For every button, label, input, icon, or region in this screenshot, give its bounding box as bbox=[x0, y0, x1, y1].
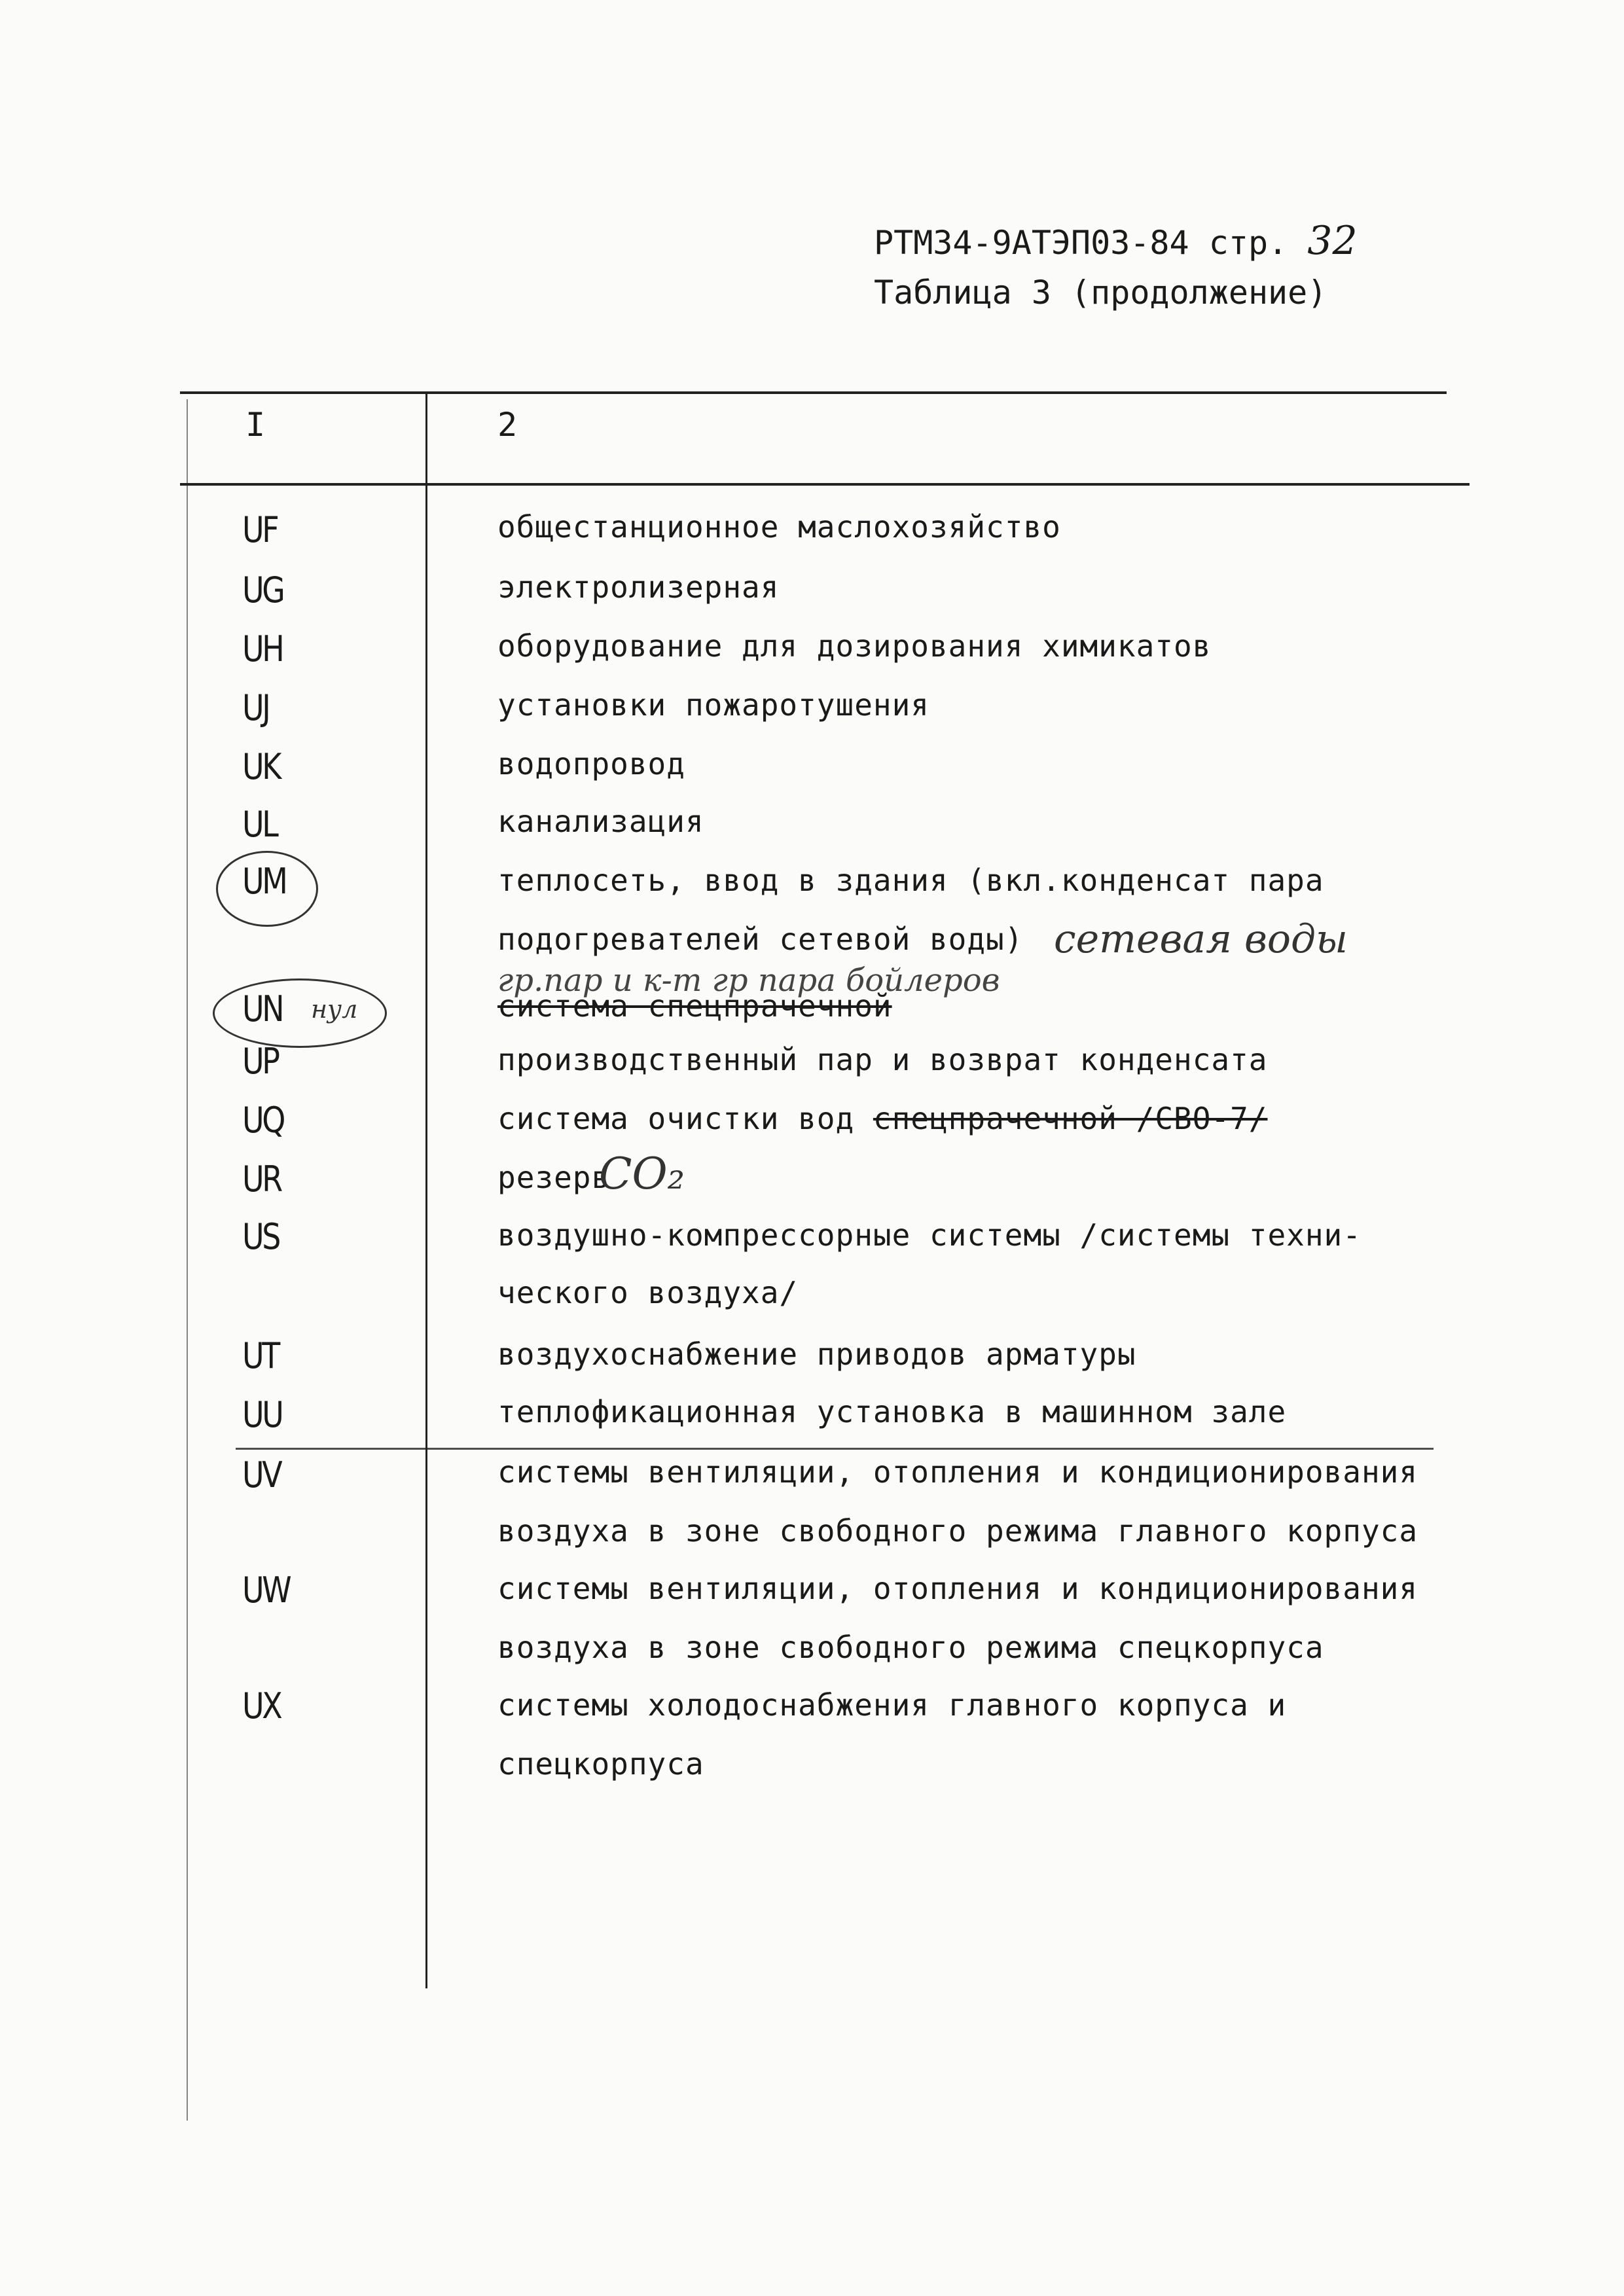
row-description: воздухоснабжение приводов арматуры bbox=[497, 1336, 1136, 1372]
row-description: системы холодоснабжения главного корпуса и bbox=[497, 1687, 1287, 1723]
row-code: UJ bbox=[242, 687, 269, 728]
row-description-continued: спецкорпуса bbox=[497, 1746, 704, 1782]
row-code: UQ bbox=[242, 1100, 283, 1141]
row-description: системы вентиляции, отопления и кондиционирования bbox=[497, 1454, 1418, 1490]
row-code: UT bbox=[242, 1335, 278, 1376]
row-code: US bbox=[242, 1216, 279, 1257]
handwritten-un-margin: нул bbox=[311, 995, 358, 1024]
row-description: установки пожаротушения bbox=[497, 687, 929, 723]
row-code: UG bbox=[242, 569, 283, 611]
row-code: UF bbox=[242, 509, 278, 550]
row-code: UP bbox=[242, 1041, 278, 1082]
row-code: UW bbox=[242, 1570, 290, 1611]
row-description: канализация bbox=[497, 804, 704, 839]
table-caption: Таблица 3 (продолжение) bbox=[874, 274, 1327, 312]
row-code: UH bbox=[242, 628, 283, 670]
row-description-continued: подогревателей сетевой воды) bbox=[497, 922, 1024, 957]
document-code: РТМ34-9АТЭП03-84 bbox=[874, 224, 1189, 262]
row-description-continued: воздуха в зоне свободного режима главного корпуса bbox=[497, 1513, 1418, 1549]
uu-rule bbox=[236, 1448, 1434, 1450]
page-number: 32 bbox=[1307, 218, 1358, 264]
row-code: UN bbox=[242, 988, 283, 1030]
row-description: системы вентиляции, отопления и кондиционирования bbox=[497, 1571, 1418, 1606]
row-description: теплосеть, ввод в здания (вкл.конденсат пара bbox=[497, 863, 1324, 898]
page-header bbox=[874, 216, 1358, 317]
row-code: UR bbox=[242, 1158, 281, 1200]
row-description-continued: воздуха в зоне свободного режима спецкорпуса bbox=[497, 1630, 1324, 1665]
struck-text: спецпрачечной /СВО-7/ bbox=[873, 1101, 1268, 1136]
row-description: водопровод bbox=[497, 746, 685, 781]
row-description: электролизерная bbox=[497, 569, 780, 605]
row-description-continued: ческого воздуха/ bbox=[497, 1275, 799, 1310]
row-code: UX bbox=[242, 1685, 281, 1727]
table-header-rule bbox=[180, 483, 1470, 486]
row-description: резерв bbox=[497, 1160, 611, 1195]
page-label: стр. bbox=[1208, 224, 1288, 262]
table-top-rule bbox=[180, 391, 1447, 394]
left-border bbox=[187, 399, 188, 2121]
column-1-header: I bbox=[245, 406, 266, 444]
row-code: UL bbox=[242, 804, 277, 845]
row-description-text: система очистки вод bbox=[497, 1101, 855, 1136]
row-description: оборудование для дозирования химикатов bbox=[497, 628, 1212, 664]
row-description: воздушно-компрессорные системы /системы техни- bbox=[497, 1217, 1362, 1253]
row-description: теплофикационная установка в машинном зале bbox=[497, 1394, 1287, 1429]
row-code: UV bbox=[242, 1454, 281, 1496]
row-description bbox=[497, 1101, 1268, 1136]
row-code: UK bbox=[242, 746, 280, 787]
row-description: система спецпрачечной bbox=[497, 988, 892, 1024]
row-code: UM bbox=[242, 861, 286, 902]
column-divider bbox=[425, 391, 427, 1988]
row-code: UU bbox=[242, 1394, 282, 1435]
handwritten-co2: CO₂ bbox=[599, 1149, 685, 1199]
row-description: производственный пар и возврат конденсата bbox=[497, 1042, 1268, 1077]
column-2-header: 2 bbox=[497, 406, 518, 444]
row-description: общестанционное маслохозяйство bbox=[497, 509, 1061, 545]
handwritten-um-note: сетевая воды bbox=[1054, 916, 1348, 962]
handwritten-un-note: гр.пар и к-т гр пара бойлеров bbox=[497, 962, 1000, 999]
